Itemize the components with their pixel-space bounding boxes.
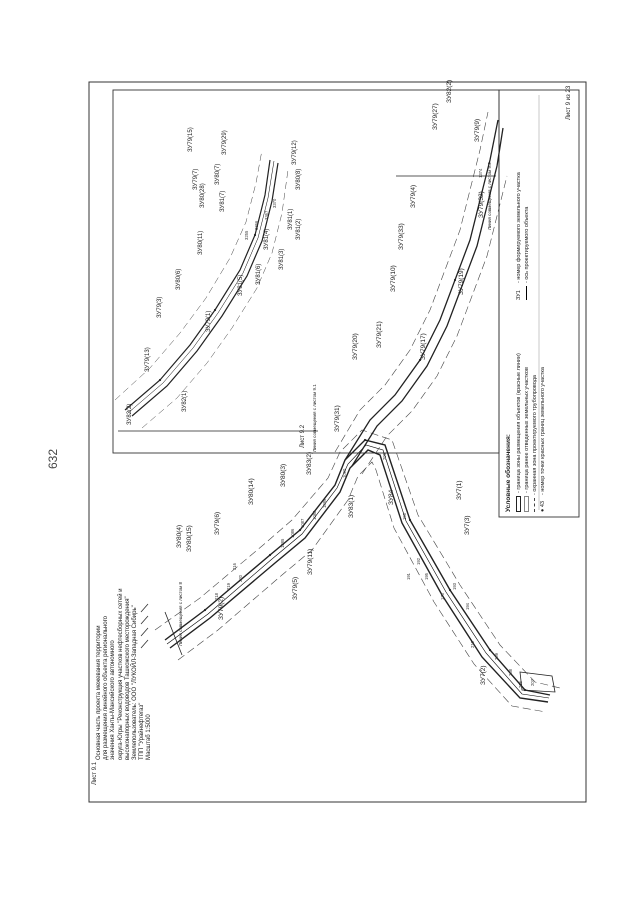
parcel-label-inset: ЗУ79(29) <box>222 130 228 155</box>
parcel-label: ЗУ79(32) <box>478 191 485 218</box>
title-line: Масштаб 1:5000 <box>146 714 153 760</box>
parcel-label: ЗУ79(17) <box>420 333 427 360</box>
parcel-label-inset: ЗУ80(8) <box>296 168 302 190</box>
parcel-label-inset: ЗУ81(6) <box>256 263 262 285</box>
parcel-label: ЗУ79(20) <box>352 333 359 360</box>
parcel-label: ЗУ84 <box>388 489 395 505</box>
point-number: 1374 <box>478 168 483 178</box>
point-number: 1088 <box>312 510 317 520</box>
point-number: 208 <box>508 669 513 676</box>
legend-item: ЗУ1- номер формируемого земельного участка <box>516 172 522 300</box>
title-line: ТПП "Урайнефтегаз" <box>139 702 146 760</box>
parcel-label-inset: ЗУ81(1) <box>288 208 294 230</box>
point-number: 191 <box>406 573 411 580</box>
point-number: 1086 <box>290 528 295 538</box>
parcel-label: ЗУ80(14) <box>248 478 255 505</box>
match-line-label: Линия совмещения с листом 9.2 <box>487 162 492 230</box>
point-number: 3367 <box>264 210 269 220</box>
parcel-label-inset: ЗУ80(28) <box>200 183 206 208</box>
point-number: 3255 <box>244 230 249 240</box>
point-number: 3366 <box>254 220 259 230</box>
point-number: 1087 <box>300 518 305 528</box>
parcel-label-inset: ЗУ81(5) <box>238 274 244 296</box>
parcel-label-inset: ЗУ79(7) <box>193 168 199 190</box>
point-number: 195 <box>424 573 429 580</box>
parcel-label: ЗУ7(2) <box>480 665 487 685</box>
parcel-label: ЗУ80(3) <box>280 463 287 487</box>
parcel-label-inset: ЗУ80(6) <box>176 268 182 290</box>
parcel-label-inset: ЗУ80(7) <box>215 163 221 185</box>
point-number: 206 <box>518 681 523 688</box>
parcel-label-inset: ЗУ81(4) <box>264 228 270 250</box>
legend-item: - граница зоны размещения объектов (красные линии) <box>515 312 523 512</box>
parcel-label: ЗУ79(9) <box>474 118 481 142</box>
parcel-label: ЗУ7(1) <box>456 480 463 500</box>
point-number: 192 <box>416 558 421 565</box>
title-line: Основная часть проекта межевания территории <box>96 625 102 760</box>
point-number: 210 <box>470 641 475 648</box>
parcel-label-inset: ЗУ81(7) <box>220 190 226 212</box>
parcel-label: ЗУ79(10) <box>390 265 397 292</box>
legend <box>505 102 547 512</box>
title-line: для размещения линейного объекта регионального <box>103 616 110 760</box>
point-number: 220 <box>238 575 243 582</box>
match-line-label: Линия совмещения с листом 9.1 <box>312 384 317 452</box>
parcel-label: ЗУ79(33) <box>398 223 405 250</box>
point-number: 3370 <box>272 198 277 208</box>
sheet-label-footer: Лист 9 из 23 <box>566 85 572 120</box>
parcel-label: ЗУ80(4) <box>176 524 183 548</box>
point-number: 207 <box>530 679 535 686</box>
point-number: 1085 <box>280 538 285 548</box>
parcel-label: ЗУ79(27) <box>432 103 439 130</box>
point-number: 216 <box>232 563 237 570</box>
parcel-label-inset: ЗУ79(15) <box>188 127 194 152</box>
legend-heading: Условные обозначения: <box>505 434 512 512</box>
parcel-label: ЗУ7(3) <box>464 515 471 535</box>
page-number: 632 <box>46 448 61 470</box>
point-number: 219 <box>226 583 231 590</box>
point-number: 196 <box>402 513 407 520</box>
point-number: 205 <box>382 453 387 460</box>
point-number: 218 <box>214 593 219 600</box>
parcel-label: ЗУ79(4) <box>410 184 417 208</box>
parcel-label-inset: ЗУ80(11) <box>198 230 204 255</box>
parcel-label-inset: ЗУ82(2) <box>127 403 133 425</box>
inset-frame <box>113 90 499 453</box>
legend-item: - охранная зона проектируемого трубопровода <box>531 312 539 512</box>
point-number: 194 <box>465 603 470 610</box>
parcel-label: ЗУ79(5) <box>292 576 299 600</box>
title-line: Землепользователь: ООО "ЛУКОЙЛ-Западная Сибирь" <box>132 605 139 760</box>
title-line: значения Ханты-Мансийского автономного <box>110 640 117 760</box>
parcel-label-inset: ЗУ82(1) <box>182 390 188 412</box>
parcel-label: ЗУ79(2) <box>218 596 225 620</box>
point-number: 209 <box>494 653 499 660</box>
parcel-label: ЗУ79(11) <box>307 548 314 575</box>
parcel-label: ЗУ79(6) <box>214 511 221 535</box>
parcel-label-inset: ЗУ79(13) <box>145 347 151 372</box>
parcel-label: ЗУ82(2) <box>446 79 453 103</box>
legend-item: - граница ранее отведенных земельных участков <box>523 312 531 512</box>
title-block <box>96 560 154 760</box>
parcel-label: ЗУ79(31) <box>334 405 341 432</box>
title-line: округа-Югры "Реконструкция участков нефтесборных сетей и <box>117 588 124 760</box>
parcel-label: ЗУ79(21) <box>376 321 383 348</box>
sheet-label-main: Лист 9.1 <box>92 761 98 785</box>
parcel-label: ЗУ79(19) <box>458 268 465 295</box>
parcel-label-inset: ЗУ79(3) <box>157 296 163 318</box>
point-number: 1090 <box>342 468 347 478</box>
parcel-label: ЗУ80(15) <box>186 525 193 552</box>
parcel-label: ЗУ83(1) <box>348 494 355 518</box>
title-line: высоконапорных водоводов Ташкожского месторождения" <box>124 596 131 760</box>
parcel-label-inset: ЗУ79(12) <box>292 140 298 165</box>
parcel-label: ЗУ83(2) <box>306 451 313 475</box>
sheet-label-inset: Лист 9.2 <box>300 424 306 448</box>
legend-item: - ось проектируемого объекта <box>523 120 531 300</box>
legend-item: ● 43- номер точки красных границ земельного участка <box>540 367 546 512</box>
point-number: 175 <box>440 593 445 600</box>
parcel-label-inset: ЗУ81(3) <box>279 248 285 270</box>
point-number: 193 <box>452 583 457 590</box>
parcel-label-inset: ЗУ79(1) <box>206 310 212 332</box>
parcel-label-inset: ЗУ81(2) <box>296 218 302 240</box>
point-number: 1089 <box>322 498 327 508</box>
match-line-label: Линия совмещения с листом 8 <box>178 582 183 646</box>
